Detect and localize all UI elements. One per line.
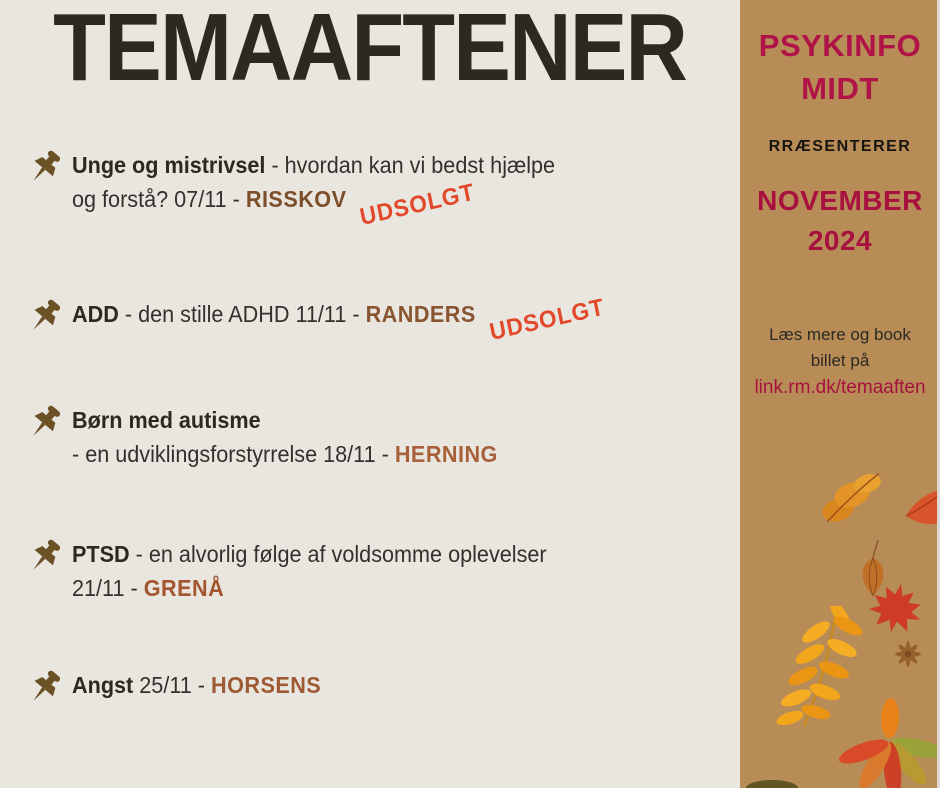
event-boern-med-autisme: [26, 403, 716, 471]
star-anise-image: [888, 638, 928, 672]
oak-leaf-image: [812, 468, 892, 528]
event-location: HERNING: [394, 441, 498, 467]
event-title: ADD: [72, 301, 119, 327]
sidebar: [740, 0, 940, 788]
event-text: [72, 403, 498, 471]
event-month: [740, 181, 940, 261]
cta-line2: billet på: [810, 351, 870, 370]
pushpin-icon: [26, 404, 64, 449]
event-description: - en alvorlig følge af voldsomme oplevelser: [129, 541, 547, 567]
event-location: HORSENS: [210, 672, 322, 698]
event-location: RISSKOV: [245, 186, 347, 212]
event-text: [72, 537, 547, 605]
small-orange-leaf-image: [880, 698, 900, 739]
event-location: GRENÅ: [143, 575, 225, 601]
booking-link[interactable]: link.rm.dk/temaaften: [754, 377, 926, 398]
organization-line1: PSYKINFO: [758, 28, 922, 63]
event-ptsd: [26, 537, 716, 605]
event-location: RANDERS: [365, 301, 476, 327]
soldout-stamp: UDSOLGT: [486, 293, 607, 346]
organization-line2: MIDT: [801, 71, 879, 106]
event-date: og forstå? 07/11 -: [72, 186, 246, 212]
event-description: - den stille ADHD 11/11 -: [118, 301, 366, 327]
event-text: [72, 148, 556, 231]
page-title: [0, 0, 740, 100]
leaf-shadow: [746, 780, 798, 788]
call-to-action: [740, 322, 940, 374]
presents-label: RRÆSENTERER: [768, 138, 912, 155]
event-description: - en udviklingsforstyrrelse 18/11 -: [72, 441, 395, 467]
pushpin-icon: [26, 669, 64, 714]
event-add: [26, 293, 716, 346]
event-title: PTSD: [72, 541, 130, 567]
event-text: [72, 668, 321, 702]
pushpin-icon: [26, 538, 64, 583]
pushpin-icon: [26, 149, 64, 194]
event-angst: [26, 668, 716, 714]
soldout-stamp: UDSOLGT: [357, 178, 478, 231]
creeper-leaf-image: [820, 696, 940, 788]
month-name: NOVEMBER: [757, 185, 923, 216]
event-unge-og-mistrivsel: [26, 148, 716, 231]
event-title: Angst: [72, 672, 134, 698]
page-title-text: TEMAAFTENER: [53, 0, 687, 101]
organization-name: [740, 0, 940, 110]
event-text: [72, 293, 607, 346]
maple-leaf-image: [864, 578, 928, 638]
event-date: 25/11 -: [133, 672, 211, 698]
red-leaf-image: [902, 486, 940, 530]
event-title: Børn med autisme: [72, 407, 261, 433]
event-date: 21/11 -: [72, 575, 144, 601]
event-description: - hvordan kan vi bedst hjælpe: [265, 152, 556, 178]
cta-line1: Læs mere og book: [769, 325, 911, 344]
month-year: 2024: [807, 225, 873, 256]
pushpin-icon: [26, 298, 64, 343]
event-title: Unge og mistrivsel: [72, 152, 266, 178]
